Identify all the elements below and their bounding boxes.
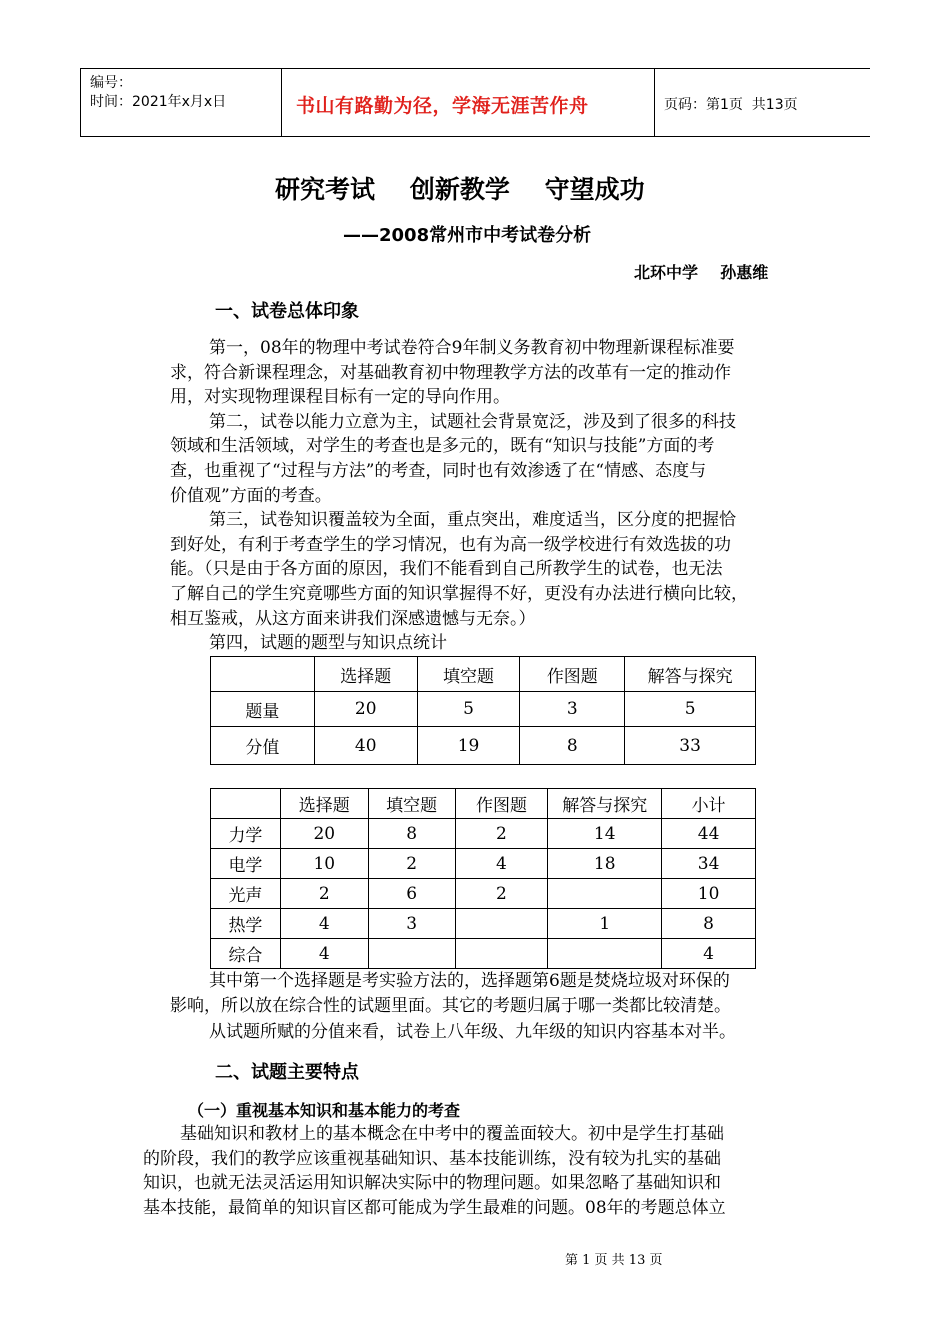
document-subtitle: ——2008常州市中考试卷分析: [343, 225, 592, 246]
table-cell: 作图题: [455, 789, 548, 819]
table-cell: 8: [520, 727, 625, 765]
table-cell: 20: [314, 692, 417, 727]
table-cell: [211, 789, 281, 819]
paragraph-line: 影响，所以放在综合性的试题里面。其它的考题归属于哪一类都比较清楚。: [170, 996, 731, 1016]
table-cell: 4: [280, 909, 368, 939]
table-cell: [211, 657, 315, 692]
header-top-rule: [80, 68, 870, 69]
table-cell: 3: [520, 692, 625, 727]
table-cell: 分值: [211, 727, 315, 765]
table-cell: 2: [368, 849, 455, 879]
header-motto: 书山有路勤为径，学海无涯苦作舟: [296, 95, 589, 117]
header-time-label: 时间：2021年x月x日: [90, 94, 227, 110]
table-header-row: [211, 657, 756, 692]
table-cell: [368, 939, 455, 969]
header-code-label: 编号：: [90, 75, 132, 91]
header-left-border: [80, 68, 81, 136]
table-cell: 34: [662, 849, 756, 879]
paragraph-line: 第一，08年的物理中考试卷符合9年制义务教育初中物理新课程标准要: [209, 338, 735, 358]
table-cell: [548, 939, 662, 969]
paragraph-line: 的阶段，我们的教学应该重视基础知识、基本技能训练，没有较为扎实的基础: [143, 1149, 721, 1169]
table-cell: [455, 939, 548, 969]
table-row: [211, 692, 756, 727]
table-cell: 2: [455, 819, 548, 849]
table-cell: 3: [368, 909, 455, 939]
table-row: [211, 849, 756, 879]
paragraph-line: 能。（只是由于各方面的原因，我们不能看到自己所教学生的试卷，也无法: [170, 559, 723, 579]
paragraph-line: 第三，试卷知识覆盖较为全面，重点突出，难度适当，区分度的把握恰: [209, 510, 736, 530]
table-cell: 电学: [211, 849, 281, 879]
knowledge-area-table: [210, 788, 756, 969]
table-row: [211, 939, 756, 969]
table-cell: 4: [662, 939, 756, 969]
table-cell: 20: [280, 819, 368, 849]
table-cell: 5: [417, 692, 520, 727]
paragraph-line: 价值观”方面的考查。: [170, 486, 332, 506]
section-heading-1: 一、试卷总体印象: [215, 301, 359, 322]
paragraph-line: 用，对实现物理课程目标有一定的导向作用。: [170, 387, 510, 407]
question-type-table: [210, 656, 756, 765]
paragraph-line: 到好处，有利于考查学生的学习情况，也有为高一级学校进行有效选拔的功: [170, 535, 731, 555]
paragraph-line: 基本技能，最简单的知识盲区都可能成为学生最难的问题。08年的考题总体立: [143, 1198, 726, 1218]
paragraph-line: 第四，试题的题型与知识点统计: [209, 633, 447, 653]
table-cell: 综合: [211, 939, 281, 969]
paragraph-line: 求，符合新课程理念，对基础教育初中物理教学方法的改革有一定的推动作: [170, 363, 731, 383]
paragraph-line: 了解自己的学生究竟哪些方面的知识掌握得不好，更没有办法进行横向比较，: [170, 584, 748, 604]
table-cell: 选择题: [280, 789, 368, 819]
paragraph-line: 查，也重视了“过程与方法”的考查，同时也有效渗透了在“情感、态度与: [170, 461, 707, 481]
table-cell: 8: [368, 819, 455, 849]
table-cell: 2: [280, 879, 368, 909]
table-cell: 填空题: [368, 789, 455, 819]
paragraph-line: 从试题所赋的分值来看，试卷上八年级、九年级的知识内容基本对半。: [209, 1022, 736, 1042]
table-cell: 10: [662, 879, 756, 909]
table-cell: [455, 909, 548, 939]
table-cell: 4: [280, 939, 368, 969]
subsection-heading: （一）重视基本知识和基本能力的考查: [188, 1101, 461, 1120]
table-cell: 14: [548, 819, 662, 849]
header-divider-1: [281, 68, 282, 136]
header-divider-2: [654, 68, 655, 136]
table-cell: 解答与探究: [548, 789, 662, 819]
table-cell: 小计: [662, 789, 756, 819]
table-cell: [548, 879, 662, 909]
table-row: [211, 819, 756, 849]
paragraph-line: 领域和生活领域，对学生的考查也是多元的，既有“知识与技能”方面的考: [170, 436, 715, 456]
table-cell: 8: [662, 909, 756, 939]
paragraph-line: 第二，试卷以能力立意为主，试题社会背景宽泛，涉及到了很多的科技: [209, 412, 736, 432]
table-cell: 19: [417, 727, 520, 765]
table-cell: 5: [625, 692, 756, 727]
table-cell: 题量: [211, 692, 315, 727]
document-title: 研究考试 创新教学 守望成功: [275, 175, 645, 204]
page-footer: 第 1 页 共 13 页: [565, 1253, 663, 1268]
table-cell: 33: [625, 727, 756, 765]
paragraph-line: 知识，也就无法灵活运用知识解决实际中的物理问题。如果忽略了基础知识和: [143, 1173, 721, 1193]
table-cell: 作图题: [520, 657, 625, 692]
table-cell: 40: [314, 727, 417, 765]
table-cell: 解答与探究: [625, 657, 756, 692]
paragraph-line: 相互鉴戒，从这方面来讲我们深感遗憾与无奈。）: [170, 609, 536, 629]
table-row: [211, 727, 756, 765]
table-cell: 光声: [211, 879, 281, 909]
paragraph-line: 基础知识和教材上的基本概念在中考中的覆盖面较大。初中是学生打基础: [180, 1124, 724, 1144]
table-cell: 44: [662, 819, 756, 849]
section-heading-2: 二、试题主要特点: [215, 1062, 359, 1083]
table-cell: 2: [455, 879, 548, 909]
table-header-row: [211, 789, 756, 819]
table-cell: 6: [368, 879, 455, 909]
table-cell: 力学: [211, 819, 281, 849]
header-page-info: 页码：第1页 共13页: [664, 97, 798, 113]
table-cell: 1: [548, 909, 662, 939]
table-cell: 热学: [211, 909, 281, 939]
table-row: [211, 879, 756, 909]
header-bottom-rule: [80, 136, 870, 137]
table-cell: 10: [280, 849, 368, 879]
table-cell: 18: [548, 849, 662, 879]
paragraph-line: 其中第一个选择题是考实验方法的，选择题第6题是焚烧垃圾对环保的: [209, 971, 730, 991]
document-author: 北环中学 孙惠维: [634, 263, 769, 282]
table-cell: 选择题: [314, 657, 417, 692]
table-row: [211, 909, 756, 939]
table-cell: 填空题: [417, 657, 520, 692]
table-cell: 4: [455, 849, 548, 879]
